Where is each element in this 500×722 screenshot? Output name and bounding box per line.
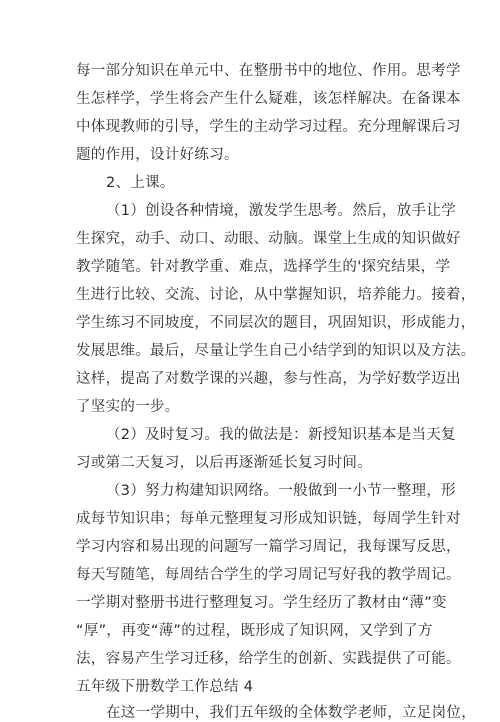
text-line: 学习内容和易出现的问题写一篇学习周记，我每课写反思，: [76, 539, 461, 555]
paragraph-start: 在这一学期中，我们五年级的全体数学老师，立足岗位，: [106, 705, 476, 721]
text-line: 法，容易产生学习迁移，给学生的创新、实践提供了可能。: [76, 651, 461, 667]
text-line: 中体现教师的引导，学生的主动学习过程。充分理解课后习: [76, 119, 461, 135]
paragraph-start: （2）及时复习。我的做法是：新授知识基本是当天复: [106, 427, 456, 443]
text-line: 每一部分知识在单元中、在整册书中的地位、作用。思考学: [76, 63, 461, 79]
text-line: 这样，提高了对数学课的兴趣，参与性高，为学好数学迈出: [76, 371, 461, 387]
text-line: “厚”，再变“薄”的过程，既形成了知识网，又学到了方: [76, 623, 433, 639]
text-line: 题的作用，设计好练习。: [76, 147, 239, 163]
text-line: 了坚实的一步。: [76, 399, 180, 415]
text-line: 成每节知识串；每单元整理复习形成知识链，每周学生针对: [76, 511, 461, 527]
paragraph-start: （1）创设各种情境，激发学生思考。然后，放手让学: [106, 203, 456, 219]
section-heading: 2、上课。: [106, 175, 175, 191]
text-line: 生进行比较、交流、讨论，从中掌握知识，培养能力。接着，: [76, 287, 476, 303]
text-line: 发展思维。最后，尽量让学生自己小结学到的知识以及方法。: [76, 343, 476, 359]
text-line: 生探究，动手、动口、动眼、动脑。课堂上生成的知识做好: [76, 231, 461, 247]
section-title: 五年级下册数学工作总结 4: [76, 679, 254, 695]
text-line: 教学随笔。针对教学重、难点，选择学生的'探究结果，学: [76, 259, 451, 275]
text-line: 生怎样学，学生将会产生什么疑难，该怎样解决。在备课本: [76, 91, 461, 107]
text-line: 习或第二天复习，以后再逐渐延长复习时间。: [76, 455, 372, 471]
text-line: 学生练习不同坡度，不同层次的题目，巩固知识，形成能力，: [76, 315, 476, 331]
paragraph-start: （3）努力构建知识网络。一般做到一小节一整理，形: [106, 483, 456, 499]
text-line: 一学期对整册书进行整理复习。学生经历了教材由“薄”变: [76, 595, 447, 611]
text-line: 每天写随笔，每周结合学生的学习周记写好我的教学周记。: [76, 567, 461, 583]
